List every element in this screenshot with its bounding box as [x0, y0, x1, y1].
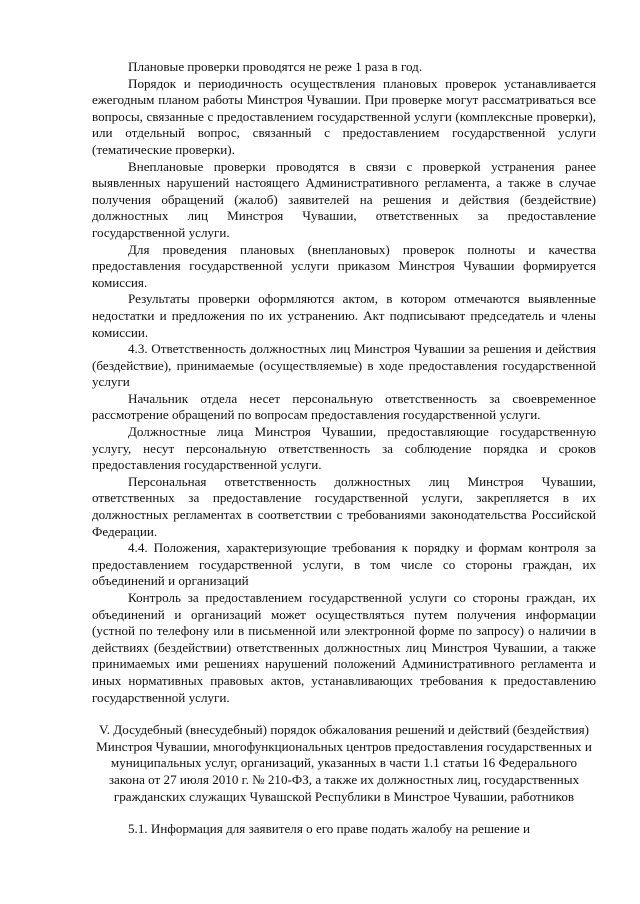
paragraph: Контроль за предоставлением государственной услуги со стороны граждан, их объединений и организаций может осуществляться путем получения информации (устной по телефону или в письменной или электронной форме по запросу) о наличии в действиях (бездействии) ответственных должностных лиц Минстроя Чувашии, а также принимаемых ими решениях нарушений положений Административного регламента и иных нормативных правовых актов, устанавливающих требования к предоставлению государственной услуги.: [92, 590, 596, 705]
paragraph: Плановые проверки проводятся не реже 1 раза в год.: [128, 59, 423, 74]
document-body: [92, 59, 596, 838]
subsection-heading-4-4: 4.4. Положения, характеризующие требования к порядку и формам контроля за предоставлением государственной услуги, в том числе со стороны граждан, их объединений и организаций: [92, 540, 596, 589]
paragraph: Для проведения плановых (внеплановых) проверок полноты и качества предоставления государственной услуги приказом Минстроя Чувашии формируется комиссия.: [92, 241, 596, 290]
subsection-heading-4-3: 4.3. Ответственность должностных лиц Минстроя Чувашии за решения и действия (бездействие), принимаемые (осуществляемые) в ходе предоставления государственной услуги: [92, 341, 596, 390]
paragraph: Должностные лица Минстроя Чувашии, предоставляющие государственную услугу, несут персональную ответственность за соблюдение порядка и сроков предоставления государственной услуги.: [92, 424, 596, 473]
paragraph: Порядок и периодичность осуществления плановых проверок устанавливается ежегодным планом работы Минстроя Чувашии. При проверке могут рассматриваться все вопросы, связанные с предоставлением государственной услуги (комплексные проверки), или отдельный вопрос, связанный с предоставлением государственной услуги (тематические проверки).: [92, 75, 596, 157]
section-heading-v: V. Досудебный (внесудебный) порядок обжалования решений и действий (бездействия) Минстроя Чувашии, многофункциональных центров предоставления государственных и муниципальных услуг, организаций, указанных в части 1.1 статьи 16 Федерального закона от 27 июля 2010 г. № 210-ФЗ, а также их должностных лиц, государственных гражданских служащих Чувашской Республики в Минстрое Чувашии, работников: [96, 722, 592, 804]
paragraph: Персональная ответственность должностных лиц Минстроя Чувашии, ответственных за предоставление государственной услуги, закрепляется в их должностных регламентах в соответствии с требованиями законодательства Российской Федерации.: [92, 473, 596, 539]
paragraph: Внеплановые проверки проводятся в связи с проверкой устранения ранее выявленных нарушений настоящего Административного регламента, а также в случае получения обращений (жалоб) заявителей на решения и действия (бездействие) должностных лиц Минстроя Чувашии, ответственных за предоставление государственной услуги.: [92, 158, 596, 240]
paragraph: Начальник отдела несет персональную ответственность за своевременное рассмотрение обращений по вопросам предоставления государственной услуги.: [92, 390, 596, 423]
paragraph-5-1: 5.1. Информация для заявителя о его праве подать жалобу на решение и: [128, 821, 530, 837]
paragraph: Результаты проверки оформляются актом, в котором отмечаются выявленные недостатки и предложения по их устранению. Акт подписывают председатель и члены комиссии.: [92, 291, 596, 340]
